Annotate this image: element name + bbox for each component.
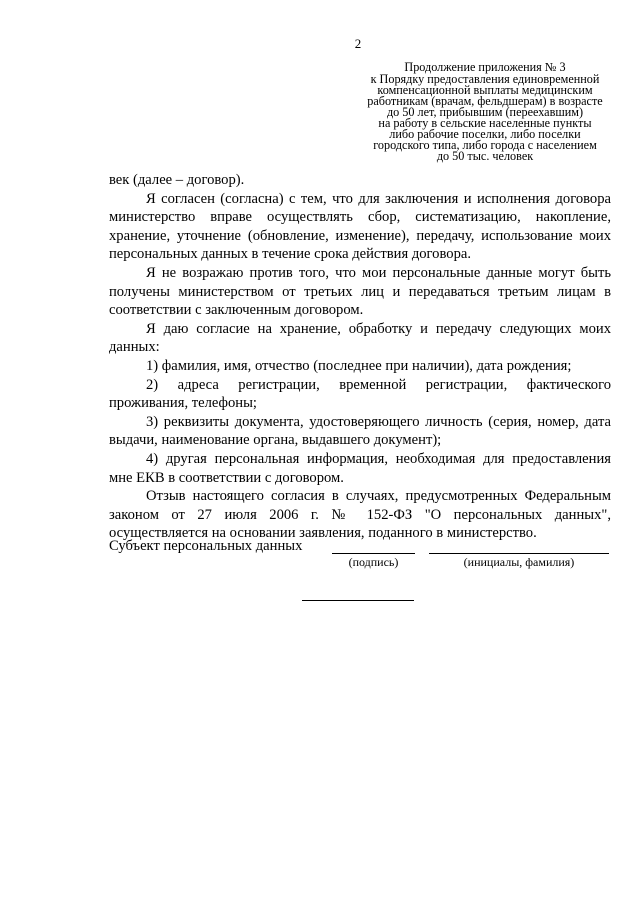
header-line: либо рабочие поселки, либо поселки	[389, 127, 581, 141]
header-line: до 50 тыс. человек	[436, 149, 534, 163]
header-line: на работу в сельские населенные пункты	[378, 116, 592, 130]
name-caption: (инициалы, фамилия)	[463, 555, 575, 569]
body-paragraph: Отзыв настоящего согласия в случаях, предусмотренных Федеральным законом от 27 июля 2006 г. № 152-ФЗ "О персональных данных", осуществляется на основании заявления, поданного в министерство.	[109, 488, 611, 542]
list-item: 2) адреса регистрации, временной регистрации, фактического проживания, телефоны;	[109, 376, 611, 412]
body-paragraph: Я даю согласие на хранение, обработку и передачу следующих моих данных:	[109, 320, 611, 356]
page-number-text: 2	[354, 36, 362, 51]
body-paragraph: век (далее – договор).	[109, 172, 245, 188]
header-line: городского типа, либо города с населением	[373, 138, 597, 152]
signature-block	[109, 538, 619, 578]
list-item: 1) фамилия, имя, отчество (последнее при наличии), дата рождения;	[146, 357, 572, 374]
body-paragraph: Я согласен (согласна) с тем, что для заключения и исполнения договора министерство вправе осуществлять сбор, систематизацию, накопление, хранение, уточнение (обновление, изменение), передачу, использование моих персональных данных в течение срока действия договора.	[109, 190, 611, 263]
consent-body	[109, 171, 611, 543]
header-line: к Порядку предоставления единовременной	[370, 72, 600, 86]
signature-line	[332, 553, 415, 554]
list-item: 3) реквизиты документа, удостоверяющего личность (серия, номер, дата выдачи, наименование органа, выдавшего документ);	[109, 413, 611, 449]
header-line: компенсационной выплаты медицинским	[377, 83, 593, 97]
end-divider	[302, 600, 414, 601]
body-paragraph: Я не возражаю против того, что мои персональные данные могут быть получены министерством от третьих лиц и передаваться третьим лицам в соответствии с заключенным договором.	[109, 264, 611, 319]
list-item: 4) другая персональная информация, необходимая для предоставления мне ЕКВ в соответствии с договором.	[109, 450, 611, 486]
header-line: работникам (врачам, фельдшерам) в возрасте	[367, 94, 603, 108]
header-line: Продолжение приложения № 3	[404, 60, 566, 74]
page-number	[0, 36, 640, 52]
appendix-header	[355, 62, 615, 162]
header-line: до 50 лет, прибывшим (переехавшим)	[386, 105, 584, 119]
signature-caption: (подпись)	[348, 555, 399, 569]
name-line	[429, 553, 609, 554]
subject-label: Субъект персональных данных	[109, 538, 303, 554]
